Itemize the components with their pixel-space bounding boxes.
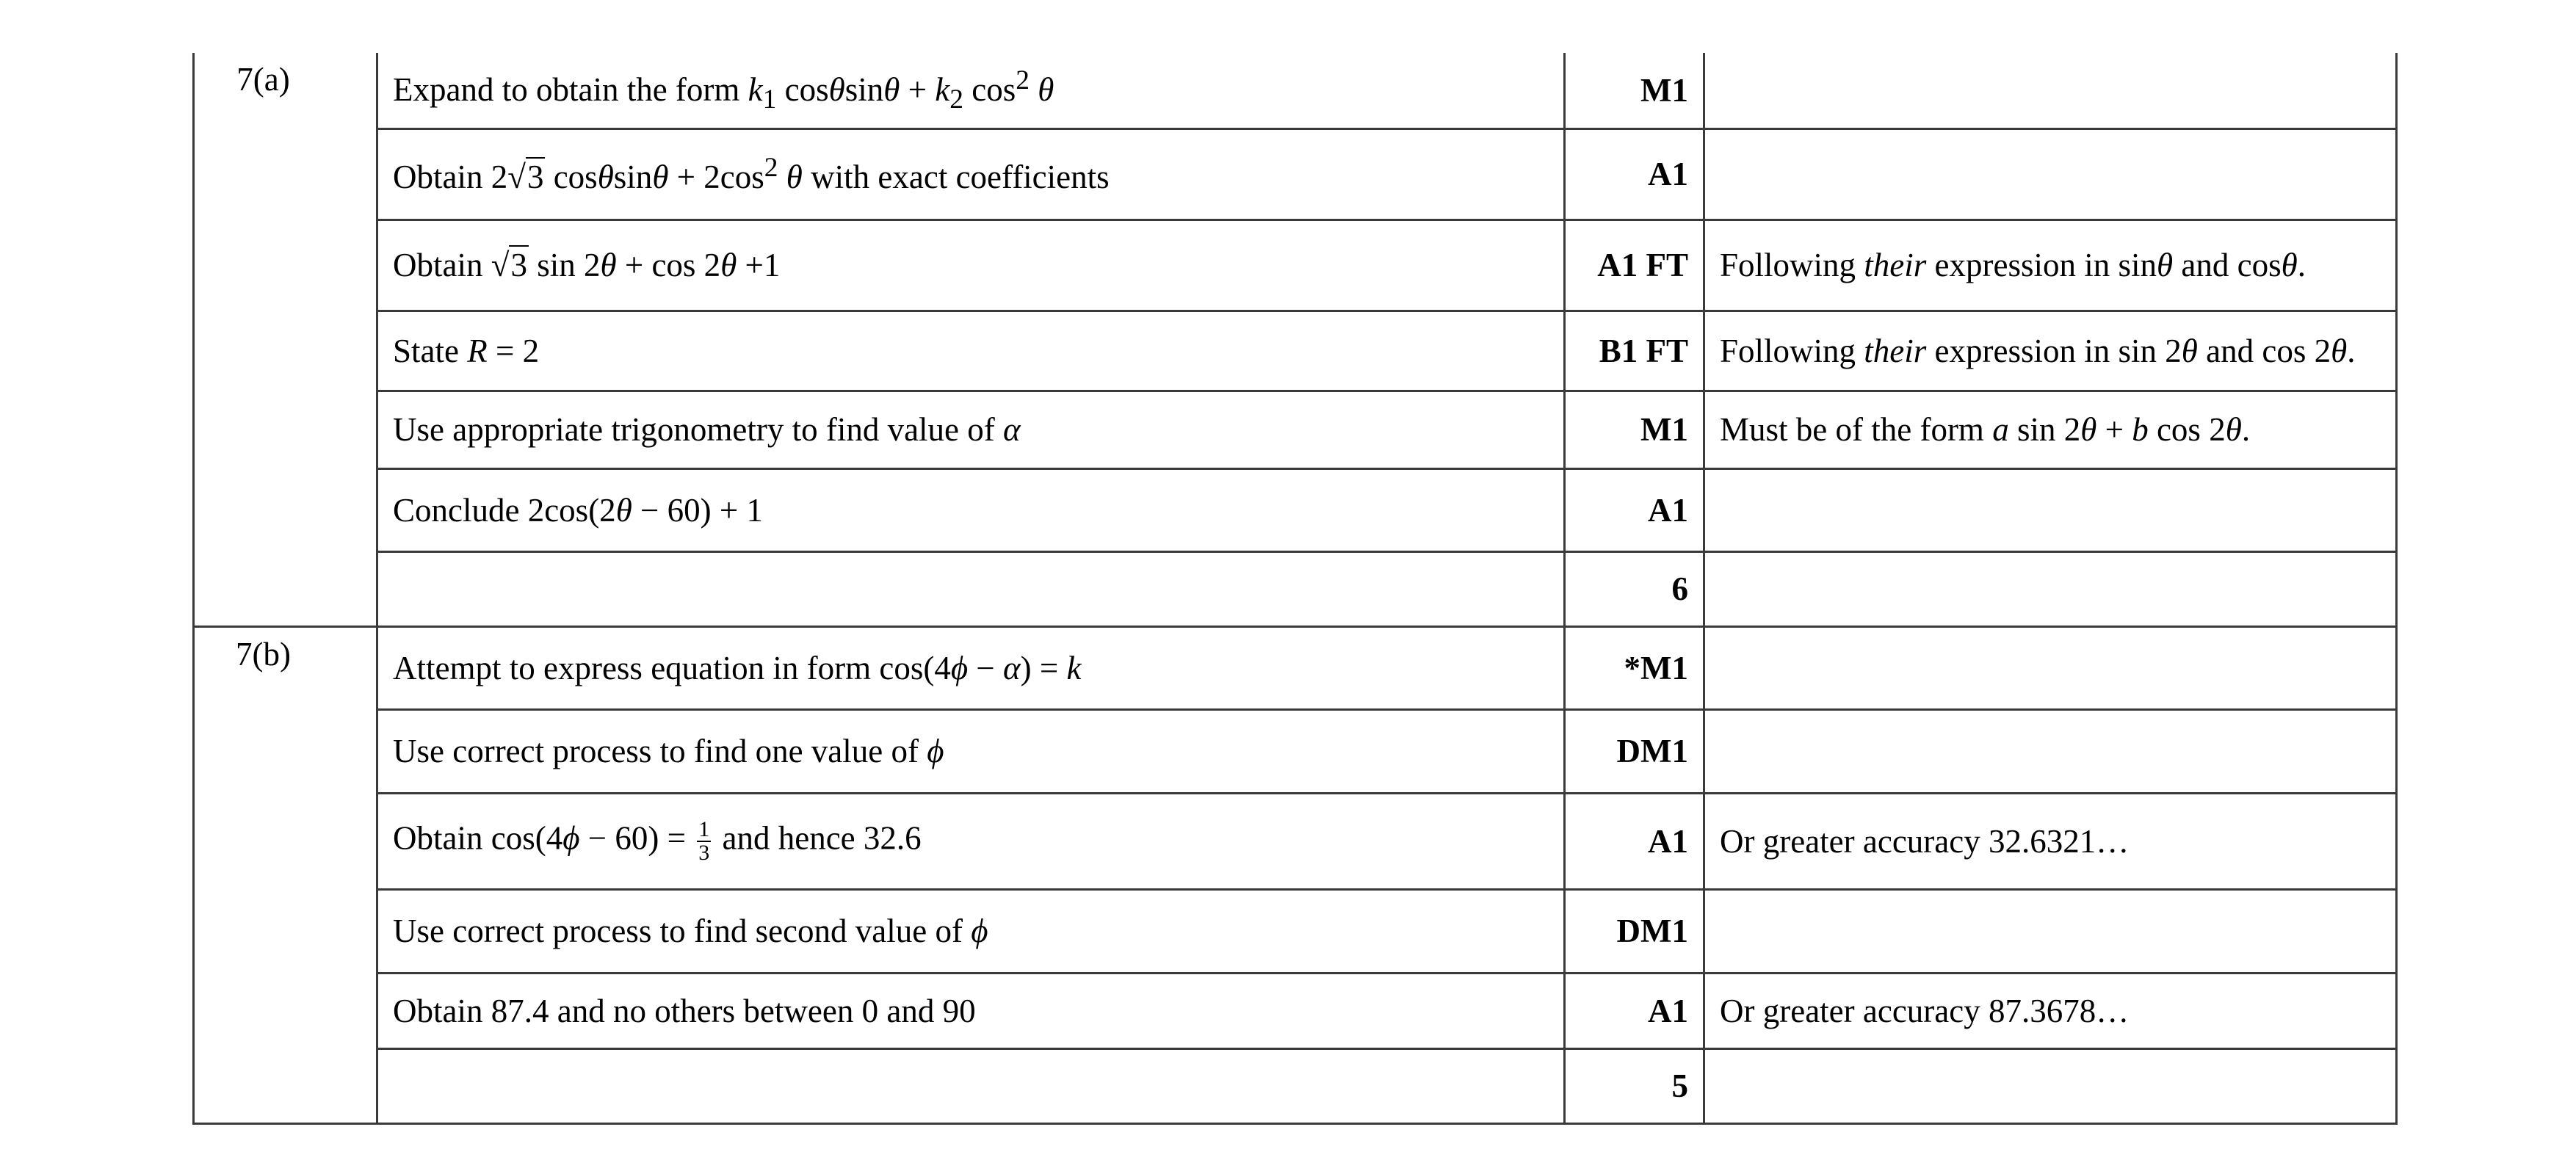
square-root: √3 — [491, 247, 527, 283]
question-number: 7(b) — [194, 626, 377, 1123]
answer-cell: Use correct process to find one value of ϕ — [377, 709, 1565, 793]
square-root: √3 — [507, 159, 544, 195]
mark-cell: A1 FT — [1565, 220, 1704, 311]
guidance-cell: Must be of the form a sin 2θ + b cos 2θ. — [1704, 391, 2397, 468]
scheme-row — [194, 973, 2397, 1048]
answer-cell: Obtain cos(4ϕ − 60) = $\frac{1}{3}$ and hence 32.6 — [377, 793, 1565, 889]
mark-cell: A1 — [1565, 973, 1704, 1048]
scheme-row — [194, 53, 2397, 128]
guidance-cell: Following their expression in sin 2θ and cos 2θ. — [1704, 311, 2397, 391]
scheme-row — [194, 220, 2397, 311]
guidance-cell — [1704, 53, 2397, 128]
guidance-cell: Or greater accuracy 32.6321… — [1704, 793, 2397, 889]
answer-cell: Obtain √3 sin 2θ + cos 2θ +1 — [377, 220, 1565, 311]
total-marks: 5 — [1565, 1048, 1704, 1123]
mark-cell: DM1 — [1565, 889, 1704, 973]
scheme-row — [194, 391, 2397, 468]
scheme-row — [194, 128, 2397, 220]
answer-cell: Use correct process to find second value of ϕ — [377, 889, 1565, 973]
scheme-row — [194, 468, 2397, 551]
question-number: 7(a) — [194, 53, 377, 626]
total-row — [194, 551, 2397, 626]
mark-cell: A1 — [1565, 128, 1704, 220]
mark-scheme-table — [192, 53, 2398, 1125]
answer-cell: Attempt to express equation in form cos(4ϕ − α) = k — [377, 626, 1565, 709]
guidance-cell — [1704, 551, 2397, 626]
scheme-row — [194, 709, 2397, 793]
total-row — [194, 1048, 2397, 1123]
guidance-cell — [1704, 468, 2397, 551]
answer-cell: State R = 2 — [377, 311, 1565, 391]
answer-cell: Use appropriate trigonometry to find value of α — [377, 391, 1565, 468]
guidance-cell — [1704, 128, 2397, 220]
mark-cell: DM1 — [1565, 709, 1704, 793]
scheme-row — [194, 311, 2397, 391]
scheme-row — [194, 889, 2397, 973]
answer-cell: Obtain 2√3 $\cos\theta\sin\theta + 2\cos^2$ θ with exact coefficients — [377, 128, 1565, 220]
answer-cell: Expand to obtain the form $k_1$ $\cos\theta\sin\theta + k_2$ $\cos^2 \theta$ — [377, 53, 1565, 128]
scheme-row — [194, 793, 2397, 889]
guidance-cell — [1704, 626, 2397, 709]
answer-cell: Conclude 2cos(2θ − 60) + 1 — [377, 468, 1565, 551]
total-marks: 6 — [1565, 551, 1704, 626]
answer-cell: Obtain 87.4 and no others between 0 and 90 — [377, 973, 1565, 1048]
answer-cell — [377, 1048, 1565, 1123]
guidance-cell — [1704, 1048, 2397, 1123]
mark-cell: B1 FT — [1565, 311, 1704, 391]
scheme-row — [194, 626, 2397, 709]
guidance-cell: Following their expression in sinθ and cosθ. — [1704, 220, 2397, 311]
answer-cell — [377, 551, 1565, 626]
mark-cell: M1 — [1565, 53, 1704, 128]
mark-scheme-body — [194, 53, 2397, 1123]
mark-cell: A1 — [1565, 468, 1704, 551]
guidance-cell — [1704, 709, 2397, 793]
guidance-cell — [1704, 889, 2397, 973]
mark-cell: M1 — [1565, 391, 1704, 468]
fraction: $\frac{1}{3}$ — [698, 816, 710, 865]
guidance-cell: Or greater accuracy 87.3678… — [1704, 973, 2397, 1048]
mark-cell: A1 — [1565, 793, 1704, 889]
mark-cell: *M1 — [1565, 626, 1704, 709]
